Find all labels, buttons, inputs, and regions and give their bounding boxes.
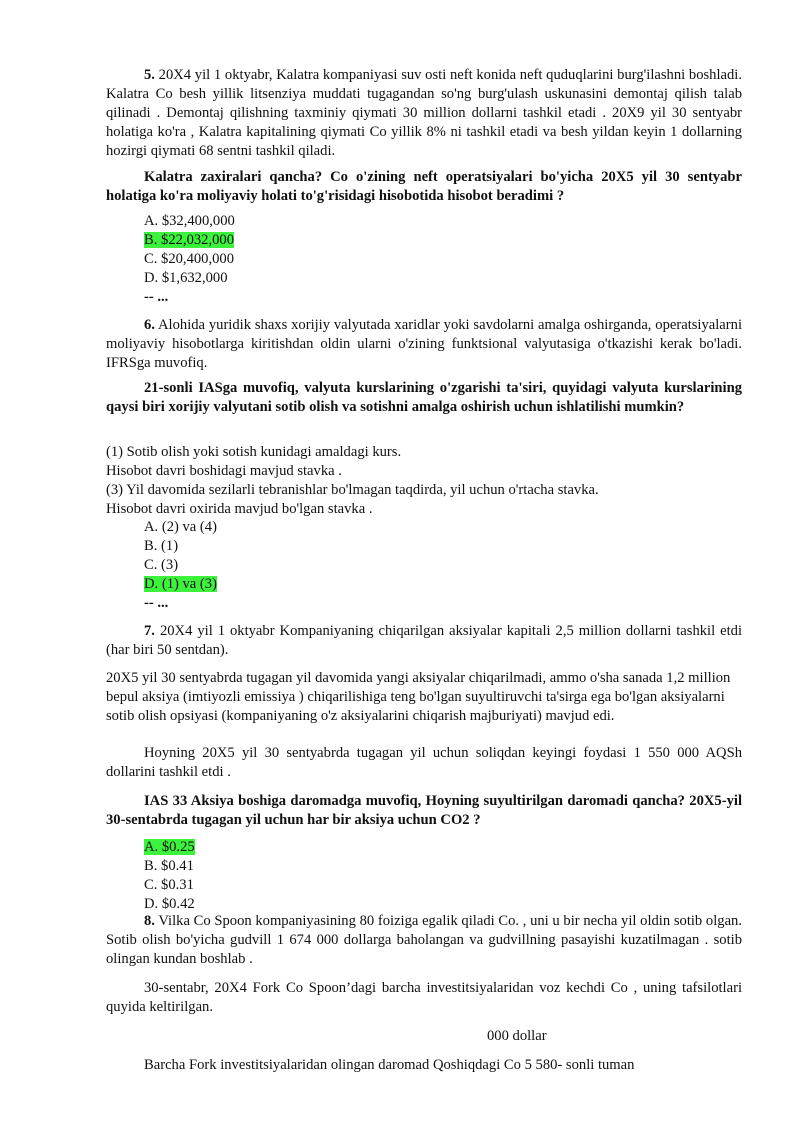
q8-unit-label: 000 dollar [487,1028,547,1044]
correct-answer-highlight: B. $22,032,000 [144,232,234,248]
q7-number: 7. [144,623,155,639]
q6-question: 21-sonli IASga muvofiq, valyuta kurslarining o'zgarishi ta'siri, quyidagi valyuta kurslarining qaysi biri xorijiy valyutani sotib olish va sotishni amalga oshirish uchun ishlatilishi mumkin? [106,380,742,415]
q5-number: 5. [144,67,155,83]
q6-dots: -- ... [144,595,169,611]
q6-option-d[interactable] [144,575,217,594]
q7-body-1 [106,622,742,660]
q5-question: Kalatra zaxiralari qancha? Co o'zining neft operatsiyalari bo'yicha 20X5 yil 30 sentyabr holatiga ko'ra moliyaviy holati to'g'risidagi hisobotida hisobot beradimi ? [106,169,742,204]
q8-body-2: 30-sentabr, 20X4 Fork Co Spoon’dagi barcha investitsiyalaridan voz kechdi Co , uning tafsilotlari quyida keltirilgan. [106,980,742,1015]
q6-number: 6. [144,317,155,333]
q5-option-a[interactable]: A. $32,400,000 [144,213,235,229]
q6-options [144,518,217,613]
q6-rate-list [106,443,746,519]
q7-option-d[interactable]: D. $0.42 [144,896,195,912]
q5-options [144,212,235,307]
q5-dots: -- ... [144,289,169,305]
q5-body [106,66,742,161]
q6-rate-2: Hisobot davri boshidagi mavjud stavka . [106,463,342,479]
q6-rate-1: (1) Sotib olish yoki sotish kunidagi amaldagi kurs. [106,444,402,460]
q6-option-b[interactable]: B. (1) [144,538,179,554]
q7-options [144,838,195,914]
q8-body-1 [106,912,742,969]
q7-option-b[interactable]: B. $0.41 [144,858,194,874]
q5-option-d[interactable]: D. $1,632,000 [144,270,228,286]
q6-rate-4: Hisobot davri oxirida mavjud bo'lgan stavka . [106,501,373,517]
q7-body-2: 20X5 yil 30 sentyabrda tugagan yil davomida yangi aksiyalar chiqarilmadi, ammo o'sha sanada 1,2 million bepul aksiya (imtiyozli emissiya ) chiqarilishiga teng bo'lgan suyultiruvchi ta'sirga ega bo'lgan aksiyalarni sotib olish opsiyasi (kompaniyaning o'z aksiyalarini chiqarish majburiyati) mavjud edi. [106,670,731,724]
correct-answer-highlight: A. $0.25 [144,839,195,855]
q5-option-b[interactable] [144,231,235,250]
q5-body-text: 20X4 yil 1 oktyabr, Kalatra kompaniyasi suv osti neft konida neft quduqlarini burg'ilashni boshladi. Kalatra Co besh yillik litsenziya muddati tugagandan so'ng burg'ulash uskunasini demontaj qilish talab qilinadi . Demontaj qilishning taxminiy qiymati 30 million dollarni tashkil etadi . 20X9 yil 30 sentyabr holatiga ko'ra , Kalatra kapitalining qiymati Co yillik 8% ni tashkil etadi va besh yildan keyin 1 dollarning hozirgi qiymati 68 sentni tashkil qiladi. [106,67,742,159]
q8-number: 8. [144,913,155,929]
q6-option-c[interactable]: C. (3) [144,557,179,573]
q7-question: IAS 33 Aksiya boshiga daromadga muvofiq, Hoyning suyultirilgan daromadi qancha? 20X5-yil 30-sentabrda tugagan yil uchun har bir aksiya uchun CO2 ? [106,793,742,828]
q7-option-c[interactable]: C. $0.31 [144,877,194,893]
q8-tail-line: Barcha Fork investitsiyalaridan olingan daromad Qoshiqdagi Co 5 580- sonli tuman [144,1057,635,1073]
q7-body-3: Hoyning 20X5 yil 30 sentyabrda tugagan yil uchun soliqdan keyingi foydasi 1 550 000 AQSh dollarini tashkil etdi . [106,745,742,780]
q7-body-1-text: 20X4 yil 1 oktyabr Kompaniyaning chiqarilgan aksiyalar kapitali 2,5 million dollarni tashkil etdi (har biri 50 sentdan). [106,623,742,658]
q6-body-text: Alohida yuridik shaxs xorijiy valyutada xaridlar yoki savdolarni amalga oshirganda, operatsiyalarni moliyaviy hisobotlarga kiritishdan oldin ularni o'zining funktsional valyutasiga o'tkazishi kerak bo'ladi. IFRSga muvofiq. [106,317,743,371]
q6-option-a[interactable]: A. (2) va (4) [144,519,217,535]
correct-answer-highlight: D. (1) va (3) [144,576,217,592]
q7-option-a[interactable] [144,838,195,857]
q8-body-1-text: Vilka Co Spoon kompaniyasining 80 foiziga egalik qiladi Co. , uni u bir necha yil oldin sotib olgan. Sotib olish bo'yicha gudvill 1 674 000 dollarga baholangan va gudvillning pasayishi kuzatilmagan . sotib olingan kundan boshlab . [106,913,742,967]
q6-body [106,316,742,373]
q6-rate-3: (3) Yil davomida sezilarli tebranishlar bo'lmagan taqdirda, yil uchun o'rtacha stavka. [106,482,599,498]
q5-option-c[interactable]: C. $20,400,000 [144,251,234,267]
